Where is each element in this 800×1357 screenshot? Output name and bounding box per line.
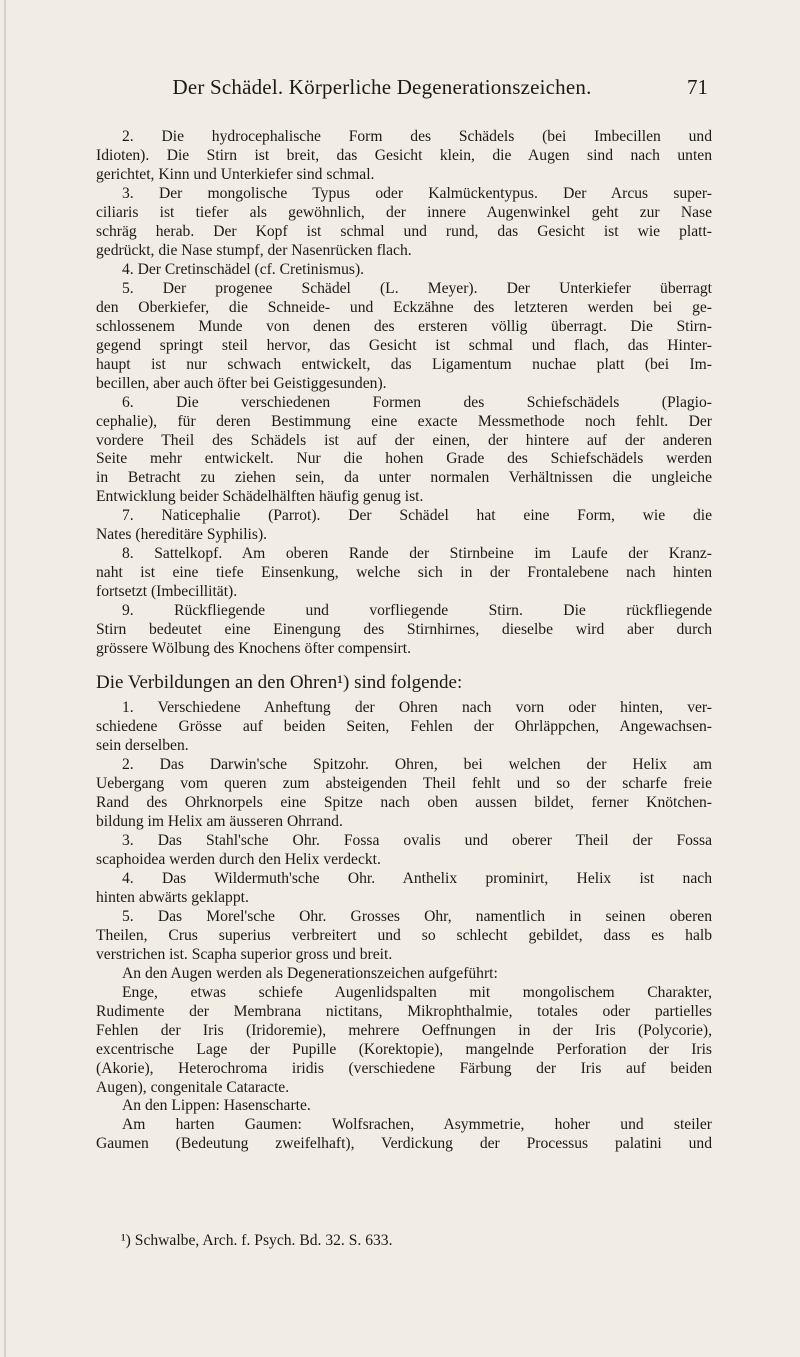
text-line: (Akorie), Heterochroma iridis (verschiedene Färbung der Iris auf beiden	[96, 1059, 712, 1077]
text-line: 7. Naticephalie (Parrot). Der Schädel hat eine Form, wie die	[122, 507, 712, 525]
text-line: Idioten). Die Stirn ist breit, das Gesicht klein, die Augen sind nach unten	[96, 146, 712, 164]
page-number: 71	[687, 75, 708, 99]
text-line: ciliaris ist tiefer als gewöhnlich, der innere Augenwinkel geht zur Nase	[96, 203, 712, 221]
text-line: gegend springt steil hervor, das Gesicht ist schmal und flach, das Hinter-	[96, 336, 712, 354]
text-line: 6. Die verschiedenen Formen des Schiefschädels (Plagio-	[122, 393, 712, 411]
text-line: fortsetzt (Imbecillität).	[96, 583, 238, 601]
text-line: An den Lippen: Hasenscharte.	[122, 1097, 311, 1115]
text-line: haupt ist nur schwach entwickelt, das Ligamentum nuchae platt (bei Im-	[96, 355, 712, 373]
text-line: becillen, aber auch öfter bei Geistiggesunden).	[96, 374, 387, 392]
text-line: hinten abwärts geklappt.	[96, 888, 249, 906]
running-header	[96, 75, 708, 107]
text-line: Stirn bedeutet eine Einengung des Stirnhirnes, dieselbe wird aber durch	[96, 621, 712, 639]
text-line: Rudimente der Membrana nictitans, Mikrophthalmie, totales oder partielles	[96, 1002, 712, 1020]
text-line: 9. Rückfliegende und vorfliegende Stirn. Die rückfliegende	[122, 602, 712, 620]
text-line: den Oberkiefer, die Schneide- und Eckzähne des letzteren werden bei ge-	[96, 298, 712, 316]
text-line: Uebergang vom queren zum absteigenden Theil fehlt und so der scharfe freie	[96, 775, 712, 792]
text-line: 3. Der mongolische Typus oder Kalmückentypus. Der Arcus super-	[122, 184, 712, 202]
text-line: Rand des Ohrknorpels eine Spitze nach oben aussen bildet, ferner Knötchen-	[96, 793, 712, 811]
text-line: gerichtet, Kinn und Unterkiefer sind schmal.	[96, 165, 375, 183]
text-line: grössere Wölbung des Knochens öfter compensirt.	[96, 640, 411, 658]
text-line: naht ist eine tiefe Einsenkung, welche sich in der Frontalebene nach hinten	[96, 564, 712, 582]
text-line: gedrückt, die Nase stumpf, der Nasenrücken flach.	[96, 241, 412, 259]
text-line: Theilen, Crus superius verbreitert und so schlecht gebildet, dass es halb	[96, 926, 712, 944]
text-line: excentrische Lage der Pupille (Korektopie), mangelnde Perforation der Iris	[96, 1040, 712, 1058]
text-line: cephalie), für deren Bestimmung eine exacte Messmethode noch fehlt. Der	[96, 412, 712, 430]
text-line: 2. Die hydrocephalische Form des Schädels (bei Imbecillen und	[122, 128, 712, 145]
text-line: 5. Das Morel'sche Ohr. Grosses Ohr, namentlich in seinen oberen	[122, 907, 712, 925]
text-line: Enge, etwas schiefe Augenlidspalten mit mongolischem Charakter,	[122, 983, 712, 1001]
text-line: Am harten Gaumen: Wolfsrachen, Asymmetrie, hoher und steiler	[122, 1116, 712, 1134]
text-line: 8. Sattelkopf. Am oberen Rande der Stirnbeine im Laufe der Kranz-	[122, 545, 712, 563]
text-line: in Betracht zu ziehen sein, da unter normalen Verhältnissen die ungleiche	[96, 469, 712, 487]
text-line: schiedene Grösse auf beiden Seiten, Fehlen der Ohrläppchen, Angewachsen-	[96, 718, 712, 736]
text-line: verstrichen ist. Scapha superior gross und breit.	[96, 945, 393, 963]
text-line: Entwicklung beider Schädelhälften häufig genug ist.	[96, 488, 424, 506]
text-line: 2. Das Darwin'sche Spitzohr. Ohren, bei welchen der Helix am	[122, 756, 712, 774]
section-heading-ears: Die Verbildungen an den Ohren¹) sind folgende:	[96, 672, 463, 694]
text-line: bildung im Helix am äusseren Ohrrand.	[96, 812, 343, 830]
text-line: 4. Das Wildermuth'sche Ohr. Anthelix prominirt, Helix ist nach	[122, 869, 712, 887]
text-line: schlossenem Munde von denen des ersteren völlig überragt. Die Stirn-	[96, 317, 712, 335]
text-line: scaphoidea werden durch den Helix verdeckt.	[96, 850, 381, 868]
text-line: 5. Der progenee Schädel (L. Meyer). Der Unterkiefer überragt	[122, 279, 712, 297]
text-line: 1. Verschiedene Anheftung der Ohren nach vorn oder hinten, ver-	[122, 699, 712, 717]
text-line: 3. Das Stahl'sche Ohr. Fossa ovalis und oberer Theil der Fossa	[122, 831, 712, 849]
text-line: Seite mehr entwickelt. Nur die hohen Grade des Schiefschädels werden	[96, 450, 712, 468]
text-line: vordere Theil des Schädels ist auf der einen, der hintere auf der anderen	[96, 431, 712, 449]
text-line: An den Augen werden als Degenerationszeichen aufgeführt:	[122, 964, 498, 982]
skull-forms-section	[96, 128, 712, 659]
footnote: ¹) Schwalbe, Arch. f. Psych. Bd. 32. S. 633.	[121, 1232, 393, 1249]
text-line: schräg herab. Der Kopf ist schmal und rund, das Gesicht ist wie platt-	[96, 222, 712, 240]
text-line: Gaumen (Bedeutung zweifelhaft), Verdickung der Processus palatini und	[96, 1135, 712, 1153]
page-edge-shadow	[4, 0, 6, 1357]
text-line: Nates (hereditäre Syphilis).	[96, 526, 268, 544]
running-title: Der Schädel. Körperliche Degenerationszeichen.	[172, 75, 592, 99]
text-line: sein derselben.	[96, 737, 189, 755]
text-line: Augen), congenitale Cataracte.	[96, 1078, 290, 1096]
text-line: Fehlen der Iris (Iridoremie), mehrere Oeffnungen in der Iris (Polycorie),	[96, 1021, 712, 1039]
body-text	[96, 128, 712, 1154]
ear-eye-section	[96, 699, 712, 1154]
text-line: 4. Der Cretinschädel (cf. Cretinismus).	[122, 260, 365, 278]
